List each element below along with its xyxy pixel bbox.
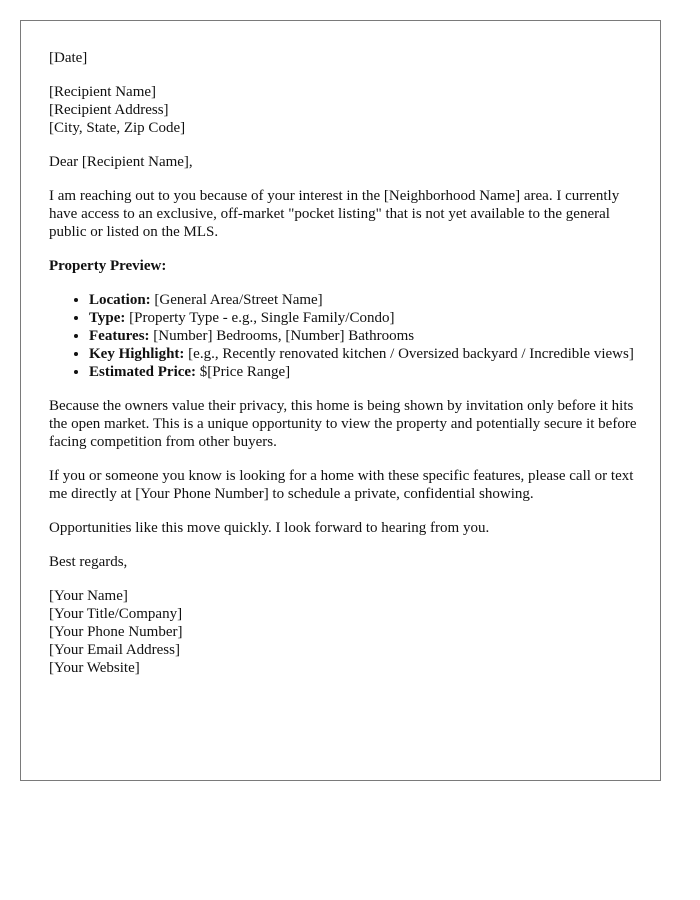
signature-block: [49, 587, 637, 677]
list-item-value: [Number] Bedrooms, [Number] Bathrooms: [149, 328, 415, 344]
signature-email: [Your Email Address]: [49, 642, 180, 658]
preview-list: [49, 291, 637, 381]
signature-phone: [Your Phone Number]: [49, 624, 183, 640]
recipient-city-state-zip: [City, State, Zip Code]: [49, 120, 186, 136]
letter-page: [20, 20, 661, 781]
list-item-label: Estimated Price:: [89, 364, 197, 380]
contact-paragraph: If you or someone you know is looking for a home with these specific features, please call or text me directly at [Your Phone Number] to schedule a private, confidential showing.: [49, 468, 634, 502]
list-item-label: Key Highlight:: [89, 346, 185, 362]
salutation: Dear [Recipient Name],: [49, 154, 193, 170]
signature-title-company: [Your Title/Company]: [49, 606, 183, 622]
privacy-paragraph: Because the owners value their privacy, this home is being shown by invitation only before it hits the open market. This is a unique opportunity to view the property and potentially secure it before facing competition from other buyers.: [49, 398, 637, 450]
list-item-value: [Property Type - e.g., Single Family/Condo]: [125, 310, 395, 326]
list-item-label: Location:: [89, 292, 151, 308]
list-item-value: [General Area/Street Name]: [150, 292, 323, 308]
list-item-label: Type:: [89, 310, 126, 326]
intro-paragraph: I am reaching out to you because of your interest in the [Neighborhood Name] area. I currently have access to an exclusive, off-market "pocket listing" that is not yet available to the general public or listed on the MLS.: [49, 188, 620, 240]
list-item-value: $[Price Range]: [196, 364, 291, 380]
recipient-block: [49, 83, 637, 137]
list-item: [89, 363, 637, 381]
preview-heading: [49, 257, 637, 275]
list-item: [89, 327, 637, 345]
list-item-label: Features:: [89, 328, 150, 344]
list-item: [89, 345, 637, 363]
list-item: [89, 309, 637, 327]
closing: Best regards,: [49, 554, 128, 570]
recipient-name: [Recipient Name]: [49, 84, 157, 100]
preview-heading-text: Property Preview:: [49, 258, 167, 274]
list-item-value: [e.g., Recently renovated kitchen / Oversized backyard / Incredible views]: [184, 346, 634, 362]
signature-website: [Your Website]: [49, 660, 140, 676]
list-item: [89, 291, 637, 309]
urgency-paragraph: Opportunities like this move quickly. I look forward to hearing from you.: [49, 520, 490, 536]
recipient-address: [Recipient Address]: [49, 102, 169, 118]
letter-date: [Date]: [49, 50, 88, 66]
signature-name: [Your Name]: [49, 588, 128, 604]
letter-content: [49, 49, 637, 693]
